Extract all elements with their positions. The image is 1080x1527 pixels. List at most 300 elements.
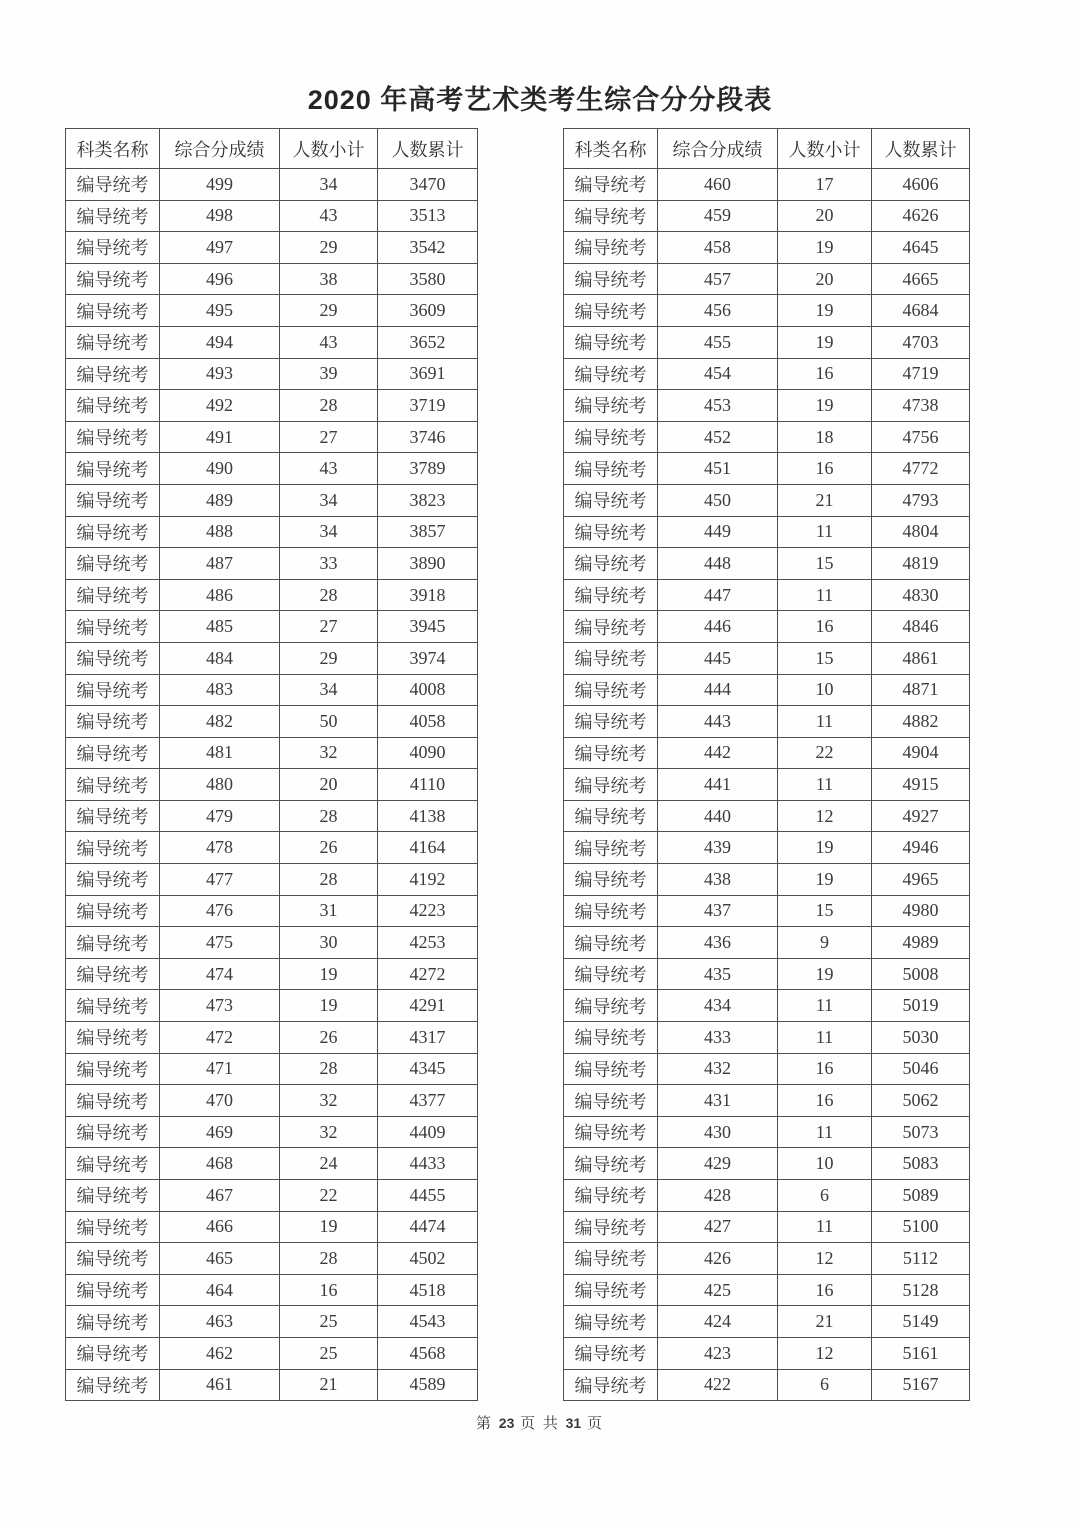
category-cell: 编导统考 xyxy=(564,864,658,896)
cumulative-cell: 4793 xyxy=(872,484,970,516)
count-cell: 43 xyxy=(280,326,378,358)
count-cell: 19 xyxy=(778,958,872,990)
table-row xyxy=(564,895,970,927)
score-cell: 428 xyxy=(658,1180,778,1212)
category-cell: 编导统考 xyxy=(66,1148,160,1180)
cumulative-cell: 4684 xyxy=(872,295,970,327)
score-cell: 427 xyxy=(658,1211,778,1243)
count-cell: 15 xyxy=(778,895,872,927)
score-cell: 479 xyxy=(160,800,280,832)
score-cell: 499 xyxy=(160,169,280,201)
category-cell: 编导统考 xyxy=(564,453,658,485)
category-cell: 编导统考 xyxy=(564,800,658,832)
cumulative-cell: 3918 xyxy=(378,579,478,611)
count-cell: 16 xyxy=(778,1274,872,1306)
count-cell: 25 xyxy=(280,1306,378,1338)
category-cell: 编导统考 xyxy=(564,421,658,453)
cumulative-cell: 4819 xyxy=(872,548,970,580)
score-cell: 462 xyxy=(160,1337,280,1369)
cumulative-cell: 4882 xyxy=(872,706,970,738)
cumulative-cell: 4272 xyxy=(378,958,478,990)
cumulative-cell: 5089 xyxy=(872,1180,970,1212)
category-cell: 编导统考 xyxy=(66,769,160,801)
cumulative-cell: 4543 xyxy=(378,1306,478,1338)
table-row xyxy=(66,1180,478,1212)
table-row xyxy=(66,642,478,674)
category-cell: 编导统考 xyxy=(66,800,160,832)
count-cell: 30 xyxy=(280,927,378,959)
score-cell: 423 xyxy=(658,1337,778,1369)
score-cell: 457 xyxy=(658,263,778,295)
column-header: 综合分成绩 xyxy=(160,129,280,169)
score-cell: 452 xyxy=(658,421,778,453)
cumulative-cell: 4455 xyxy=(378,1180,478,1212)
table-row xyxy=(66,1211,478,1243)
category-cell: 编导统考 xyxy=(564,579,658,611)
table-row xyxy=(564,326,970,358)
count-cell: 19 xyxy=(778,832,872,864)
category-cell: 编导统考 xyxy=(564,1180,658,1212)
table-row xyxy=(66,516,478,548)
category-cell: 编导统考 xyxy=(66,1274,160,1306)
category-cell: 编导统考 xyxy=(66,1306,160,1338)
category-cell: 编导统考 xyxy=(564,1053,658,1085)
table-row xyxy=(66,1274,478,1306)
category-cell: 编导统考 xyxy=(66,990,160,1022)
category-cell: 编导统考 xyxy=(66,516,160,548)
table-row xyxy=(66,421,478,453)
count-cell: 10 xyxy=(778,674,872,706)
cumulative-cell: 4518 xyxy=(378,1274,478,1306)
page-footer xyxy=(0,1412,1080,1433)
category-cell: 编导统考 xyxy=(564,642,658,674)
score-cell: 453 xyxy=(658,390,778,422)
score-cell: 443 xyxy=(658,706,778,738)
score-cell: 471 xyxy=(160,1053,280,1085)
category-cell: 编导统考 xyxy=(66,453,160,485)
score-cell: 458 xyxy=(658,232,778,264)
cumulative-cell: 4772 xyxy=(872,453,970,485)
count-cell: 38 xyxy=(280,263,378,295)
table-row xyxy=(66,1369,478,1401)
score-cell: 442 xyxy=(658,737,778,769)
category-cell: 编导统考 xyxy=(66,1180,160,1212)
column-header: 科类名称 xyxy=(66,129,160,169)
count-cell: 32 xyxy=(280,1116,378,1148)
score-cell: 475 xyxy=(160,927,280,959)
table-row xyxy=(66,579,478,611)
cumulative-cell: 3580 xyxy=(378,263,478,295)
score-cell: 456 xyxy=(658,295,778,327)
category-cell: 编导统考 xyxy=(66,958,160,990)
count-cell: 18 xyxy=(778,421,872,453)
table-row xyxy=(564,990,970,1022)
count-cell: 43 xyxy=(280,453,378,485)
score-cell: 488 xyxy=(160,516,280,548)
cumulative-cell: 3609 xyxy=(378,295,478,327)
category-cell: 编导统考 xyxy=(66,1337,160,1369)
header-row xyxy=(564,129,970,169)
table-row xyxy=(66,769,478,801)
category-cell: 编导统考 xyxy=(66,737,160,769)
cumulative-cell: 4589 xyxy=(378,1369,478,1401)
category-cell: 编导统考 xyxy=(564,1116,658,1148)
score-cell: 446 xyxy=(658,611,778,643)
count-cell: 19 xyxy=(778,326,872,358)
score-cell: 484 xyxy=(160,642,280,674)
count-cell: 11 xyxy=(778,1022,872,1054)
category-cell: 编导统考 xyxy=(564,990,658,1022)
category-cell: 编导统考 xyxy=(66,1211,160,1243)
table-row xyxy=(66,263,478,295)
table-row xyxy=(66,326,478,358)
table-row xyxy=(564,769,970,801)
category-cell: 编导统考 xyxy=(564,737,658,769)
score-cell: 439 xyxy=(658,832,778,864)
count-cell: 28 xyxy=(280,1243,378,1275)
category-cell: 编导统考 xyxy=(564,295,658,327)
score-cell: 492 xyxy=(160,390,280,422)
footer-label: 页 xyxy=(586,1416,604,1432)
category-cell: 编导统考 xyxy=(66,832,160,864)
table-row xyxy=(66,611,478,643)
table-header xyxy=(564,129,970,169)
footer-label: 共 xyxy=(542,1416,560,1432)
category-cell: 编导统考 xyxy=(564,674,658,706)
table-row xyxy=(564,864,970,896)
category-cell: 编导统考 xyxy=(66,1022,160,1054)
count-cell: 19 xyxy=(778,232,872,264)
cumulative-cell: 4377 xyxy=(378,1085,478,1117)
score-cell: 434 xyxy=(658,990,778,1022)
table-row xyxy=(66,706,478,738)
table-row xyxy=(66,958,478,990)
score-cell: 486 xyxy=(160,579,280,611)
score-cell: 468 xyxy=(160,1148,280,1180)
category-cell: 编导统考 xyxy=(66,263,160,295)
count-cell: 31 xyxy=(280,895,378,927)
category-cell: 编导统考 xyxy=(66,1116,160,1148)
table-row xyxy=(564,737,970,769)
table-row xyxy=(564,1022,970,1054)
score-cell: 448 xyxy=(658,548,778,580)
table-row xyxy=(564,200,970,232)
count-cell: 21 xyxy=(778,1306,872,1338)
table-row xyxy=(564,1053,970,1085)
score-cell: 473 xyxy=(160,990,280,1022)
cumulative-cell: 4164 xyxy=(378,832,478,864)
table-row xyxy=(66,864,478,896)
count-cell: 28 xyxy=(280,800,378,832)
category-cell: 编导统考 xyxy=(66,927,160,959)
category-cell: 编导统考 xyxy=(564,263,658,295)
count-cell: 32 xyxy=(280,1085,378,1117)
cumulative-cell: 4568 xyxy=(378,1337,478,1369)
score-cell: 487 xyxy=(160,548,280,580)
cumulative-cell: 5161 xyxy=(872,1337,970,1369)
score-cell: 447 xyxy=(658,579,778,611)
cumulative-cell: 4138 xyxy=(378,800,478,832)
count-cell: 28 xyxy=(280,579,378,611)
category-cell: 编导统考 xyxy=(564,200,658,232)
table-row xyxy=(564,642,970,674)
score-cell: 480 xyxy=(160,769,280,801)
cumulative-cell: 4058 xyxy=(378,706,478,738)
count-cell: 19 xyxy=(280,958,378,990)
category-cell: 编导统考 xyxy=(564,895,658,927)
table-row xyxy=(66,232,478,264)
count-cell: 34 xyxy=(280,169,378,201)
table-header xyxy=(66,129,478,169)
count-cell: 16 xyxy=(280,1274,378,1306)
score-cell: 469 xyxy=(160,1116,280,1148)
count-cell: 22 xyxy=(778,737,872,769)
cumulative-cell: 4871 xyxy=(872,674,970,706)
table-row xyxy=(564,1085,970,1117)
score-cell: 440 xyxy=(658,800,778,832)
cumulative-cell: 4830 xyxy=(872,579,970,611)
score-cell: 495 xyxy=(160,295,280,327)
score-cell: 445 xyxy=(658,642,778,674)
table-row xyxy=(564,1116,970,1148)
count-cell: 19 xyxy=(778,390,872,422)
score-cell: 455 xyxy=(658,326,778,358)
cumulative-cell: 5100 xyxy=(872,1211,970,1243)
count-cell: 16 xyxy=(778,358,872,390)
score-cell: 477 xyxy=(160,864,280,896)
score-cell: 430 xyxy=(658,1116,778,1148)
category-cell: 编导统考 xyxy=(564,1022,658,1054)
category-cell: 编导统考 xyxy=(66,579,160,611)
table-row xyxy=(564,516,970,548)
category-cell: 编导统考 xyxy=(66,642,160,674)
column-header: 综合分成绩 xyxy=(658,129,778,169)
cumulative-cell: 4345 xyxy=(378,1053,478,1085)
cumulative-cell: 4626 xyxy=(872,200,970,232)
count-cell: 21 xyxy=(280,1369,378,1401)
table-row xyxy=(564,1337,970,1369)
table-row xyxy=(564,1369,970,1401)
score-cell: 422 xyxy=(658,1369,778,1401)
table-row xyxy=(66,200,478,232)
score-cell: 496 xyxy=(160,263,280,295)
score-cell: 491 xyxy=(160,421,280,453)
cumulative-cell: 4946 xyxy=(872,832,970,864)
count-cell: 27 xyxy=(280,611,378,643)
category-cell: 编导统考 xyxy=(66,1369,160,1401)
category-cell: 编导统考 xyxy=(564,1274,658,1306)
score-cell: 481 xyxy=(160,737,280,769)
table-row xyxy=(564,548,970,580)
count-cell: 19 xyxy=(280,990,378,1022)
score-cell: 483 xyxy=(160,674,280,706)
cumulative-cell: 4738 xyxy=(872,390,970,422)
table-row xyxy=(564,800,970,832)
cumulative-cell: 4719 xyxy=(872,358,970,390)
count-cell: 9 xyxy=(778,927,872,959)
cumulative-cell: 3746 xyxy=(378,421,478,453)
table-row xyxy=(66,800,478,832)
table-row xyxy=(564,390,970,422)
score-cell: 438 xyxy=(658,864,778,896)
category-cell: 编导统考 xyxy=(66,169,160,201)
count-cell: 6 xyxy=(778,1180,872,1212)
cumulative-cell: 3974 xyxy=(378,642,478,674)
count-cell: 11 xyxy=(778,706,872,738)
cumulative-cell: 5019 xyxy=(872,990,970,1022)
category-cell: 编导统考 xyxy=(564,832,658,864)
category-cell: 编导统考 xyxy=(564,769,658,801)
table-row xyxy=(564,579,970,611)
cumulative-cell: 4915 xyxy=(872,769,970,801)
score-cell: 444 xyxy=(658,674,778,706)
cumulative-cell: 4192 xyxy=(378,864,478,896)
score-cell: 432 xyxy=(658,1053,778,1085)
count-cell: 16 xyxy=(778,453,872,485)
table-row xyxy=(66,1116,478,1148)
table-row xyxy=(564,263,970,295)
score-cell: 490 xyxy=(160,453,280,485)
table-row xyxy=(564,706,970,738)
score-cell: 433 xyxy=(658,1022,778,1054)
category-cell: 编导统考 xyxy=(66,326,160,358)
category-cell: 编导统考 xyxy=(66,1085,160,1117)
cumulative-cell: 5062 xyxy=(872,1085,970,1117)
category-cell: 编导统考 xyxy=(66,421,160,453)
category-cell: 编导统考 xyxy=(564,1306,658,1338)
cumulative-cell: 4008 xyxy=(378,674,478,706)
count-cell: 26 xyxy=(280,1022,378,1054)
cumulative-cell: 4645 xyxy=(872,232,970,264)
cumulative-cell: 3945 xyxy=(378,611,478,643)
score-cell: 465 xyxy=(160,1243,280,1275)
cumulative-cell: 5128 xyxy=(872,1274,970,1306)
count-cell: 24 xyxy=(280,1148,378,1180)
category-cell: 编导统考 xyxy=(564,1337,658,1369)
score-cell: 459 xyxy=(658,200,778,232)
category-cell: 编导统考 xyxy=(564,326,658,358)
count-cell: 22 xyxy=(280,1180,378,1212)
cumulative-cell: 3652 xyxy=(378,326,478,358)
score-cell: 460 xyxy=(658,169,778,201)
category-cell: 编导统考 xyxy=(66,484,160,516)
score-cell: 498 xyxy=(160,200,280,232)
table-row xyxy=(564,1274,970,1306)
score-cell: 431 xyxy=(658,1085,778,1117)
score-cell: 472 xyxy=(160,1022,280,1054)
table-row xyxy=(564,1306,970,1338)
score-cell: 454 xyxy=(658,358,778,390)
count-cell: 19 xyxy=(280,1211,378,1243)
cumulative-cell: 4433 xyxy=(378,1148,478,1180)
category-cell: 编导统考 xyxy=(564,1243,658,1275)
cumulative-cell: 4317 xyxy=(378,1022,478,1054)
count-cell: 27 xyxy=(280,421,378,453)
count-cell: 11 xyxy=(778,516,872,548)
category-cell: 编导统考 xyxy=(564,1211,658,1243)
score-cell: 476 xyxy=(160,895,280,927)
category-cell: 编导统考 xyxy=(66,548,160,580)
count-cell: 11 xyxy=(778,1116,872,1148)
cumulative-cell: 5008 xyxy=(872,958,970,990)
category-cell: 编导统考 xyxy=(66,1243,160,1275)
column-header: 人数小计 xyxy=(778,129,872,169)
count-cell: 25 xyxy=(280,1337,378,1369)
category-cell: 编导统考 xyxy=(564,390,658,422)
category-cell: 编导统考 xyxy=(564,548,658,580)
count-cell: 32 xyxy=(280,737,378,769)
cumulative-cell: 3513 xyxy=(378,200,478,232)
category-cell: 编导统考 xyxy=(66,706,160,738)
cumulative-cell: 5030 xyxy=(872,1022,970,1054)
cumulative-cell: 4861 xyxy=(872,642,970,674)
header-row xyxy=(66,129,478,169)
page-title: 2020 年高考艺术类考生综合分分段表 xyxy=(307,85,773,115)
table-row xyxy=(564,484,970,516)
cumulative-cell: 4980 xyxy=(872,895,970,927)
category-cell: 编导统考 xyxy=(66,232,160,264)
count-cell: 10 xyxy=(778,1148,872,1180)
count-cell: 12 xyxy=(778,1337,872,1369)
category-cell: 编导统考 xyxy=(564,1369,658,1401)
table-body xyxy=(66,169,478,1401)
score-cell: 441 xyxy=(658,769,778,801)
table-row xyxy=(66,484,478,516)
count-cell: 16 xyxy=(778,611,872,643)
table-row xyxy=(66,548,478,580)
cumulative-cell: 4291 xyxy=(378,990,478,1022)
score-cell: 426 xyxy=(658,1243,778,1275)
score-cell: 467 xyxy=(160,1180,280,1212)
score-cell: 424 xyxy=(658,1306,778,1338)
table-row xyxy=(66,1337,478,1369)
table-body xyxy=(564,169,970,1401)
cumulative-cell: 4474 xyxy=(378,1211,478,1243)
page-number: 23 xyxy=(498,1415,515,1431)
table-row xyxy=(564,1180,970,1212)
cumulative-cell: 5167 xyxy=(872,1369,970,1401)
table-row xyxy=(66,832,478,864)
category-cell: 编导统考 xyxy=(564,706,658,738)
category-cell: 编导统考 xyxy=(564,1085,658,1117)
category-cell: 编导统考 xyxy=(66,864,160,896)
table-row xyxy=(564,611,970,643)
category-cell: 编导统考 xyxy=(564,611,658,643)
cumulative-cell: 3691 xyxy=(378,358,478,390)
count-cell: 29 xyxy=(280,642,378,674)
cumulative-cell: 3470 xyxy=(378,169,478,201)
cumulative-cell: 3542 xyxy=(378,232,478,264)
count-cell: 28 xyxy=(280,390,378,422)
category-cell: 编导统考 xyxy=(66,1053,160,1085)
category-cell: 编导统考 xyxy=(66,200,160,232)
cumulative-cell: 4606 xyxy=(872,169,970,201)
cumulative-cell: 4989 xyxy=(872,927,970,959)
cumulative-cell: 4904 xyxy=(872,737,970,769)
cumulative-cell: 5046 xyxy=(872,1053,970,1085)
category-cell: 编导统考 xyxy=(66,358,160,390)
table-row xyxy=(564,169,970,201)
count-cell: 12 xyxy=(778,1243,872,1275)
score-table-left xyxy=(65,128,478,1401)
score-cell: 425 xyxy=(658,1274,778,1306)
score-cell: 463 xyxy=(160,1306,280,1338)
count-cell: 11 xyxy=(778,769,872,801)
table-row xyxy=(564,1148,970,1180)
score-cell: 461 xyxy=(160,1369,280,1401)
count-cell: 16 xyxy=(778,1053,872,1085)
table-row xyxy=(564,1211,970,1243)
